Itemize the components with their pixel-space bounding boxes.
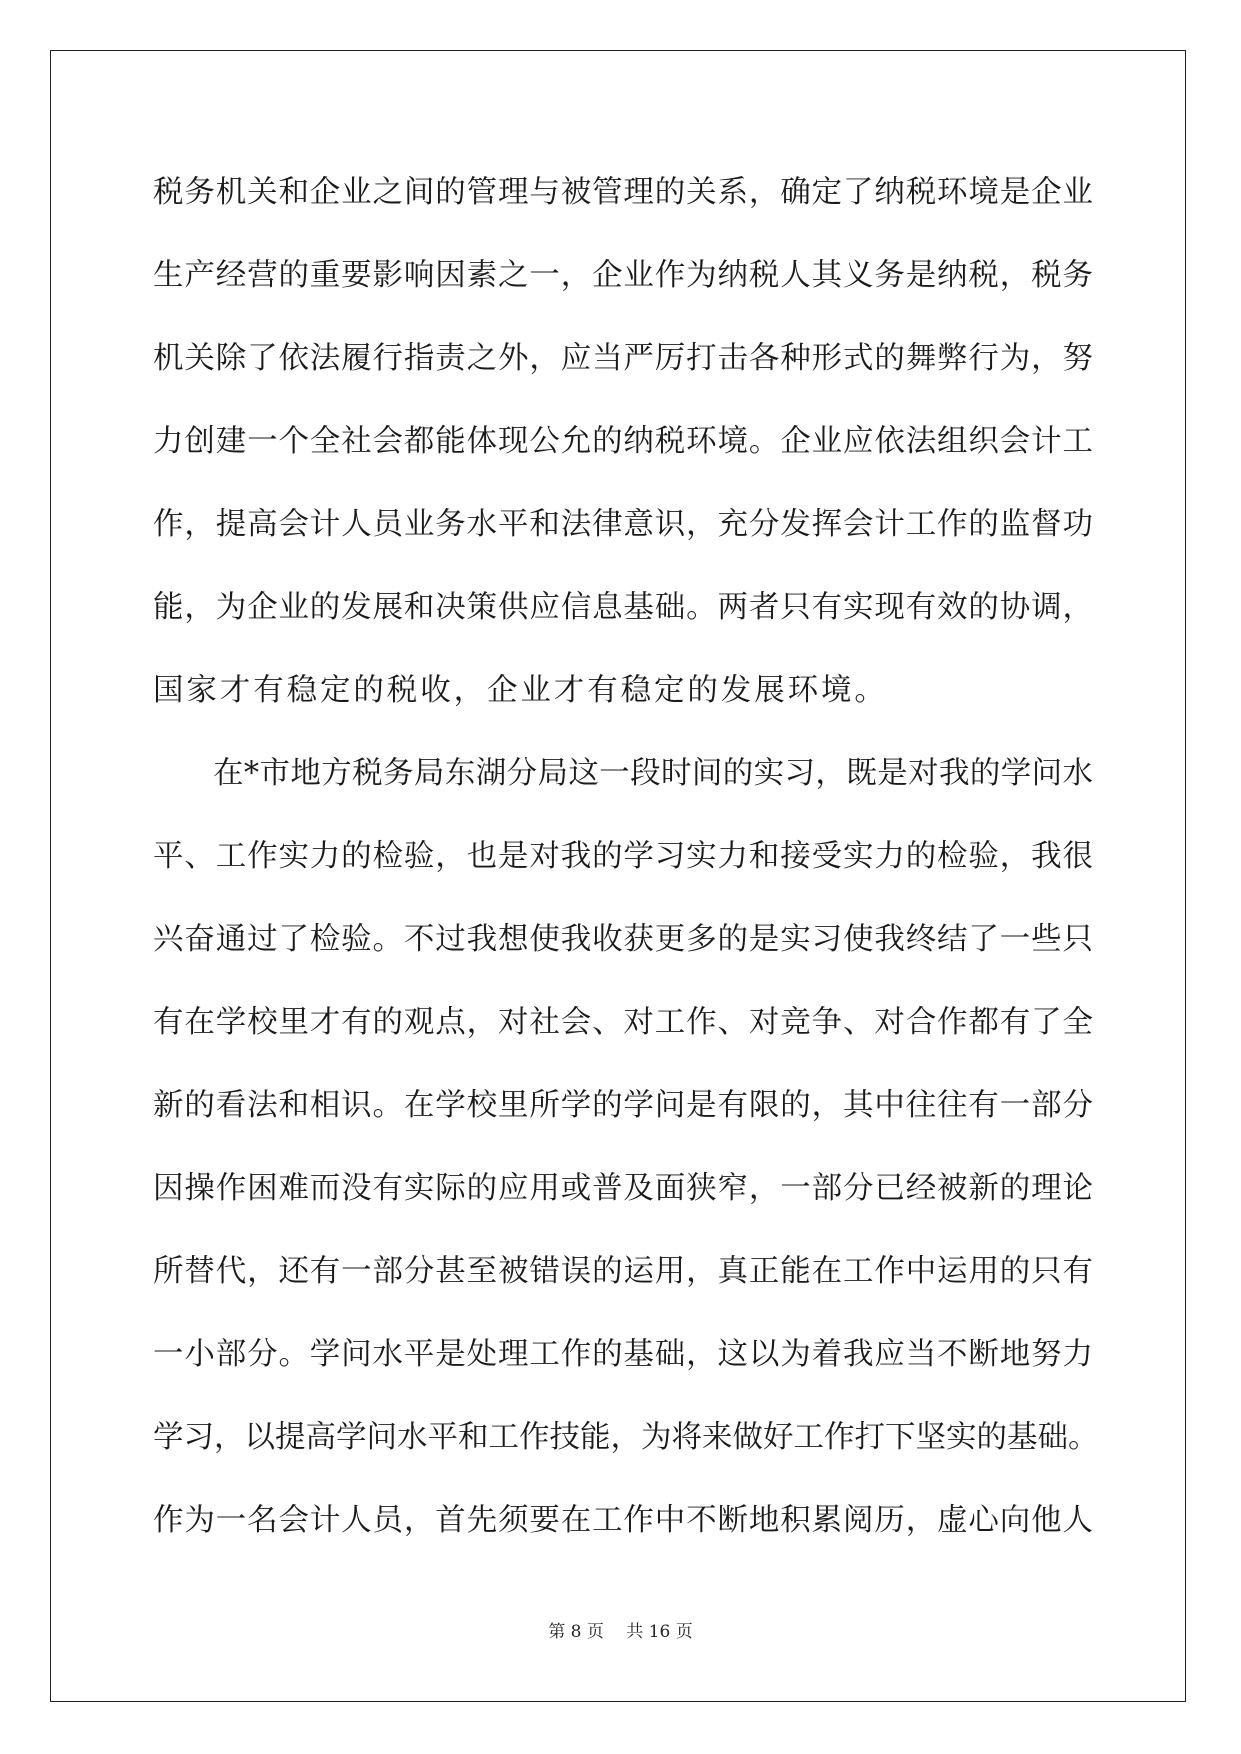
page-number-footer: 第 8 页 共 16 页 — [548, 1622, 693, 1642]
body-text-line: 税务机关和企业之间的管理与被管理的关系，确定了纳税环境是企业 — [153, 175, 1093, 210]
body-text-line: 平、工作实力的检验，也是对我的学习实力和接受实力的检验，我很 — [153, 839, 1093, 874]
body-text-line: 一小部分。学问水平是处理工作的基础，这以为着我应当不断地努力 — [153, 1337, 1093, 1372]
paragraph-first-line: 在*市地方税务局东湖分局这一段时间的实习，既是对我的学问水 — [213, 756, 1093, 791]
body-text-line: 有在学校里才有的观点，对社会、对工作、对竞争、对合作都有了全 — [153, 1005, 1093, 1040]
body-text-line: 作为一名会计人员，首先须要在工作中不断地积累阅历，虚心向他人 — [153, 1503, 1093, 1538]
body-text-line: 机关除了依法履行指责之外，应当严厉打击各种形式的舞弊行为，努 — [153, 341, 1093, 376]
body-text-line: 兴奋通过了检验。不过我想使我收获更多的是实习使我终结了一些只 — [153, 922, 1093, 957]
body-text-line: 能，为企业的发展和决策供应信息基础。两者只有实现有效的协调， — [153, 590, 1093, 625]
body-text-line: 学习，以提高学问水平和工作技能，为将来做好工作打下坚实的基础。 — [153, 1420, 1099, 1455]
body-text-line: 生产经营的重要影响因素之一，企业作为纳税人其义务是纳税，税务 — [153, 258, 1093, 293]
body-text-line: 所替代，还有一部分甚至被错误的运用，真正能在工作中运用的只有 — [153, 1254, 1093, 1289]
body-text-line: 力创建一个全社会都能体现公允的纳税环境。企业应依法组织会计工 — [153, 424, 1093, 459]
body-text-line: 因操作困难而没有实际的应用或普及面狭窄，一部分已经被新的理论 — [153, 1171, 1093, 1206]
body-text-line: 作，提高会计人员业务水平和法律意识，充分发挥会计工作的监督功 — [153, 507, 1093, 542]
body-text-line: 新的看法和相识。在学校里所学的学问是有限的，其中往往有一部分 — [153, 1088, 1093, 1123]
body-text-line: 国家才有稳定的税收，企业才有稳定的发展环境。 — [153, 673, 888, 708]
